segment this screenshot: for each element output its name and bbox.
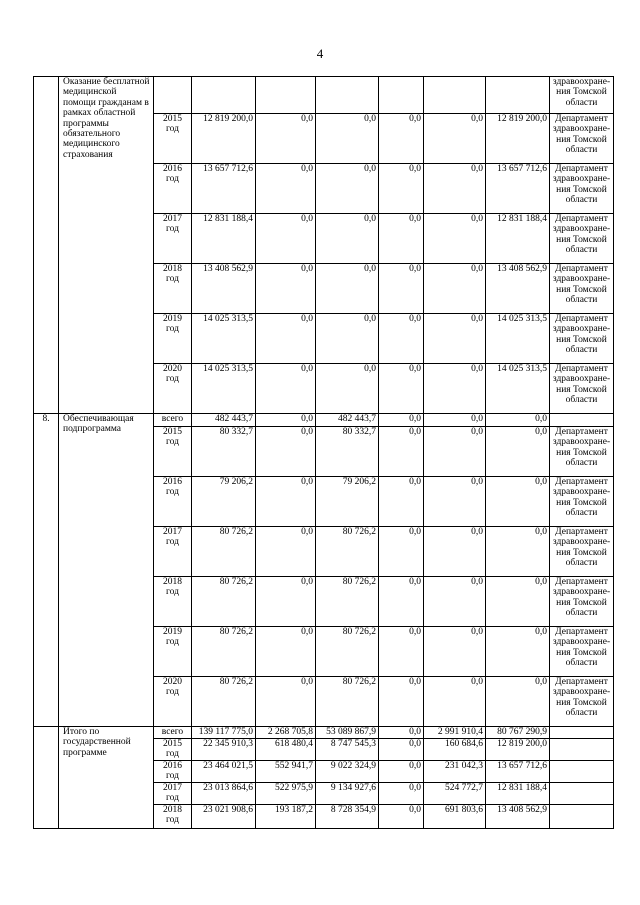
other-cell: 0,0 [486,414,550,427]
program-name-cell: Обеспечивающая подпрограмма [59,414,154,727]
executor-cell: здравоохране-ния Томской области [550,77,614,114]
executor-cell [550,783,614,805]
year-cell [154,77,192,114]
local-cell: 0,0 [379,677,424,727]
year-cell: 2017 год [154,214,192,264]
federal-cell: 0,0 [256,314,316,364]
regional-cell: 80 726,2 [316,627,379,677]
local-cell: 0,0 [379,427,424,477]
executor-cell: Департамент здравоохране-ния Томской области [550,477,614,527]
total-cell: 13 657 712,6 [192,164,256,214]
other-cell: 14 025 313,5 [486,314,550,364]
federal-cell [256,77,316,114]
total-cell: 80 726,2 [192,527,256,577]
year-cell: 2016 год [154,477,192,527]
other-cell: 0,0 [486,627,550,677]
other-cell: 12 819 200,0 [486,739,550,761]
executor-cell: Департамент здравоохране-ния Томской области [550,577,614,627]
year-cell: 2020 год [154,677,192,727]
federal-cell: 0,0 [256,264,316,314]
extrabudget-cell: 0,0 [424,527,486,577]
federal-cell: 0,0 [256,527,316,577]
total-cell: 23 464 021,5 [192,761,256,783]
regional-cell: 80 726,2 [316,677,379,727]
total-cell: 13 408 562,9 [192,264,256,314]
local-cell: 0,0 [379,783,424,805]
federal-cell: 0,0 [256,364,316,414]
executor-cell [550,739,614,761]
total-cell: 12 819 200,0 [192,114,256,164]
executor-cell: Департамент здравоохране-ния Томской области [550,527,614,577]
executor-cell: Департамент здравоохране-ния Томской области [550,427,614,477]
regional-cell: 0,0 [316,214,379,264]
federal-cell: 618 480,4 [256,739,316,761]
other-cell: 13 657 712,6 [486,761,550,783]
extrabudget-cell: 231 042,3 [424,761,486,783]
year-cell: 2018 год [154,805,192,829]
year-cell: 2016 год [154,164,192,214]
program-name-cell: Оказание бесплатной медицинской помощи гражданам в рамках областной программы обязательного медицинского страхования [59,77,154,414]
year-cell: 2015 год [154,739,192,761]
federal-cell: 552 941,7 [256,761,316,783]
total-cell: 22 345 910,3 [192,739,256,761]
local-cell: 0,0 [379,214,424,264]
extrabudget-cell: 0,0 [424,414,486,427]
total-cell: 80 726,2 [192,577,256,627]
table-row [34,414,614,427]
executor-cell [550,727,614,739]
total-cell: 80 726,2 [192,627,256,677]
executor-cell [550,414,614,427]
local-cell: 0,0 [379,314,424,364]
total-cell: 23 013 864,6 [192,783,256,805]
federal-cell: 0,0 [256,114,316,164]
other-cell: 12 831 188,4 [486,214,550,264]
table-row [34,77,614,114]
other-cell: 0,0 [486,427,550,477]
year-cell: 2017 год [154,783,192,805]
table-body [34,77,614,829]
other-cell [486,77,550,114]
total-cell: 80 726,2 [192,677,256,727]
executor-cell: Департамент здравоохране-ния Томской области [550,114,614,164]
year-cell: 2019 год [154,314,192,364]
executor-cell: Департамент здравоохране-ния Томской области [550,677,614,727]
executor-cell: Департамент здравоохране-ния Томской области [550,627,614,677]
local-cell: 0,0 [379,527,424,577]
year-cell: 2018 год [154,264,192,314]
regional-cell: 482 443,7 [316,414,379,427]
federal-cell: 0,0 [256,627,316,677]
extrabudget-cell [424,77,486,114]
year-cell: 2020 год [154,364,192,414]
year-cell: 2015 год [154,114,192,164]
total-cell: 14 025 313,5 [192,314,256,364]
total-cell: 12 831 188,4 [192,214,256,264]
regional-cell: 0,0 [316,264,379,314]
regional-cell: 80 726,2 [316,577,379,627]
regional-cell: 0,0 [316,164,379,214]
federal-cell: 2 268 705,8 [256,727,316,739]
local-cell: 0,0 [379,264,424,314]
regional-cell: 53 089 867,9 [316,727,379,739]
extrabudget-cell: 0,0 [424,214,486,264]
extrabudget-cell: 0,0 [424,577,486,627]
federal-cell: 522 975,9 [256,783,316,805]
year-cell: всего [154,727,192,739]
local-cell: 0,0 [379,761,424,783]
executor-cell [550,761,614,783]
regional-cell: 0,0 [316,314,379,364]
extrabudget-cell: 0,0 [424,164,486,214]
local-cell: 0,0 [379,577,424,627]
regional-cell: 8 728 354,9 [316,805,379,829]
local-cell: 0,0 [379,627,424,677]
regional-cell: 8 747 545,3 [316,739,379,761]
regional-cell: 9 022 324,9 [316,761,379,783]
executor-cell [550,805,614,829]
extrabudget-cell: 0,0 [424,314,486,364]
local-cell: 0,0 [379,739,424,761]
total-cell: 80 332,7 [192,427,256,477]
extrabudget-cell: 0,0 [424,364,486,414]
year-cell: 2019 год [154,627,192,677]
row-number-cell: 8. [34,414,59,727]
local-cell: 0,0 [379,477,424,527]
executor-cell: Департамент здравоохране-ния Томской области [550,164,614,214]
local-cell: 0,0 [379,727,424,739]
extrabudget-cell: 160 684,6 [424,739,486,761]
total-cell: 14 025 313,5 [192,364,256,414]
other-cell: 12 819 200,0 [486,114,550,164]
federal-cell: 0,0 [256,414,316,427]
regional-cell: 80 332,7 [316,427,379,477]
extrabudget-cell: 524 772,7 [424,783,486,805]
extrabudget-cell: 691 803,6 [424,805,486,829]
other-cell: 13 408 562,9 [486,264,550,314]
total-cell: 482 443,7 [192,414,256,427]
local-cell: 0,0 [379,364,424,414]
federal-cell: 0,0 [256,214,316,264]
regional-cell: 0,0 [316,114,379,164]
federal-cell: 0,0 [256,164,316,214]
row-number-cell [34,77,59,414]
extrabudget-cell: 0,0 [424,264,486,314]
other-cell: 13 657 712,6 [486,164,550,214]
regional-cell [316,77,379,114]
regional-cell: 0,0 [316,364,379,414]
extrabudget-cell: 0,0 [424,477,486,527]
other-cell: 0,0 [486,577,550,627]
table-row [34,727,614,739]
total-cell: 79 206,2 [192,477,256,527]
other-cell: 0,0 [486,477,550,527]
total-cell: 139 117 775,0 [192,727,256,739]
extrabudget-cell: 0,0 [424,677,486,727]
extrabudget-cell: 0,0 [424,627,486,677]
local-cell: 0,0 [379,805,424,829]
other-cell: 0,0 [486,527,550,577]
other-cell: 12 831 188,4 [486,783,550,805]
executor-cell: Департамент здравоохране-ния Томской области [550,364,614,414]
local-cell: 0,0 [379,114,424,164]
executor-cell: Департамент здравоохране-ния Томской области [550,314,614,364]
local-cell: 0,0 [379,414,424,427]
regional-cell: 79 206,2 [316,477,379,527]
federal-cell: 0,0 [256,427,316,477]
year-cell: всего [154,414,192,427]
other-cell: 0,0 [486,677,550,727]
row-number-cell [34,727,59,829]
federal-cell: 193 187,2 [256,805,316,829]
other-cell: 80 767 290,9 [486,727,550,739]
total-cell: 23 021 908,6 [192,805,256,829]
federal-cell: 0,0 [256,577,316,627]
other-cell: 13 408 562,9 [486,805,550,829]
regional-cell: 9 134 927,6 [316,783,379,805]
regional-cell: 80 726,2 [316,527,379,577]
local-cell: 0,0 [379,164,424,214]
executor-cell: Департамент здравоохране-ния Томской области [550,264,614,314]
year-cell: 2018 год [154,577,192,627]
page-number: 4 [316,46,324,61]
other-cell: 14 025 313,5 [486,364,550,414]
federal-cell: 0,0 [256,677,316,727]
extrabudget-cell: 2 991 910,4 [424,727,486,739]
executor-cell: Департамент здравоохране-ния Томской области [550,214,614,264]
local-cell [379,77,424,114]
federal-cell: 0,0 [256,477,316,527]
program-name-cell: Итого по государственной программе [59,727,154,829]
total-cell [192,77,256,114]
budget-table [33,76,614,829]
extrabudget-cell: 0,0 [424,427,486,477]
extrabudget-cell: 0,0 [424,114,486,164]
year-cell: 2016 год [154,761,192,783]
year-cell: 2017 год [154,527,192,577]
year-cell: 2015 год [154,427,192,477]
